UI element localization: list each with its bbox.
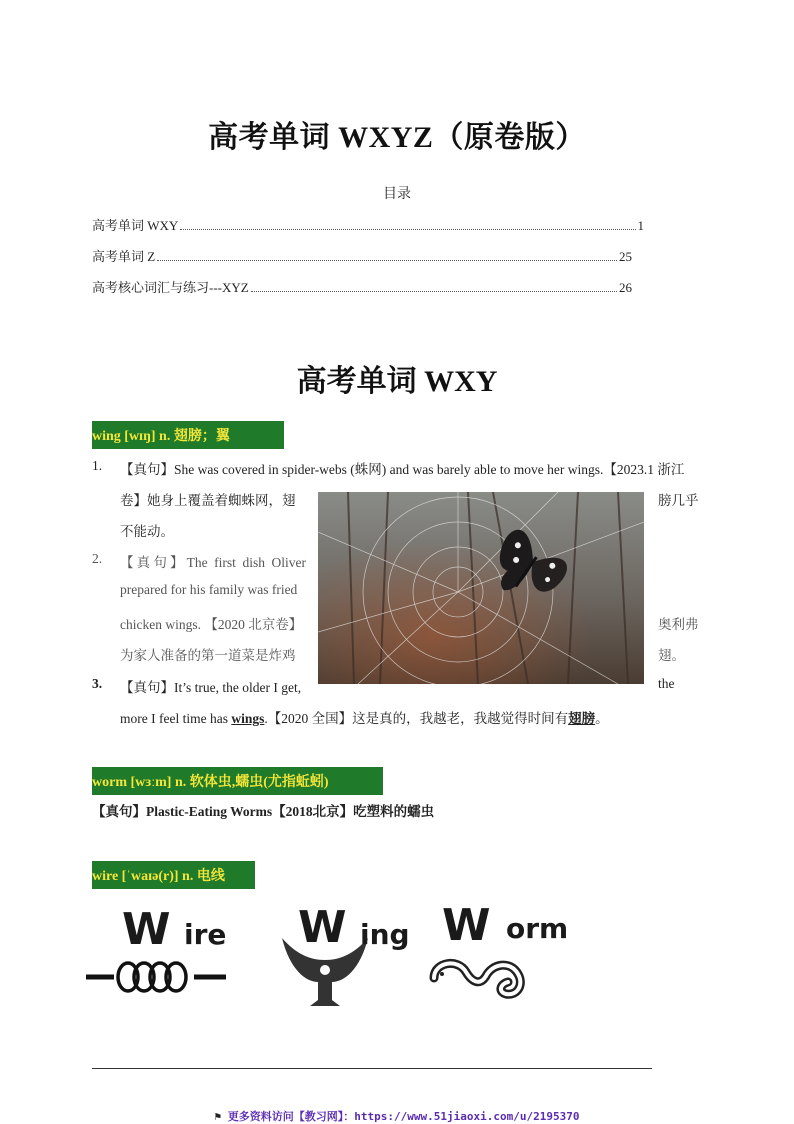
sentence-text: chicken wings. 【2020 北京卷】: [120, 617, 303, 632]
wing-logo: [280, 900, 420, 1010]
logo-letter: W: [442, 900, 491, 951]
toc-entry-page: 1: [637, 218, 644, 233]
underlined-word: 翅膀: [568, 711, 596, 726]
sentence-fragment: .【2020 全国】这是真的，我越老，我越觉得时间有: [264, 711, 569, 726]
toc-leader: [251, 291, 617, 292]
logo-text: orm: [506, 912, 569, 945]
logo-text: ing: [360, 918, 410, 951]
toc-entry-page: 26: [619, 280, 632, 295]
wire-logo: [84, 900, 234, 1000]
sentence-text: 为家人准备的第一道菜是炸鸡: [120, 648, 296, 663]
toc-entry-label: 高考单词 WXY: [92, 218, 179, 233]
logo-letter: W: [122, 904, 171, 955]
coil-icon: [84, 955, 234, 1000]
sentence-text: 奥利弗: [658, 617, 699, 632]
toc-entry-label: 高考单词 Z: [92, 249, 156, 264]
butterfly-web-photo: [318, 492, 644, 684]
sentence-number: 2.: [92, 551, 103, 566]
sentence-number: 1.: [92, 458, 103, 473]
logo-text: ire: [184, 918, 227, 951]
worm-logo: [428, 900, 578, 1005]
sentence-text: 【真句】She was covered in spider-webs (蛛网) and was barely able to move her wings.【2023.1 浙江: [120, 462, 685, 477]
logo-letter: W: [298, 902, 347, 953]
sentence-fragment: more I feel time has: [120, 711, 232, 726]
footer-link[interactable]: [0, 1108, 794, 1124]
sentence-text: 翅。: [658, 648, 685, 663]
section-title: 高考单词 WXY: [296, 365, 498, 398]
sentence-text: 不能动。: [120, 524, 174, 539]
sentence-text: the: [658, 676, 675, 691]
toc-heading: 目录: [383, 187, 411, 202]
butterfly-web-illustration: [318, 492, 644, 684]
footer-text: 更多资料访问【教习网】：https://www.51jiaoxi.com/u/2195370: [227, 1110, 580, 1123]
toc-leader: [180, 229, 635, 230]
word-header-wing: wing [wɪŋ] n. 翅膀；翼: [92, 421, 284, 449]
toc-entry[interactable]: [92, 246, 632, 265]
toc-entry[interactable]: [92, 277, 632, 296]
sentence-text: 【真句】The first dish Oliver: [120, 555, 306, 570]
flag-icon: ⚑: [214, 1110, 228, 1123]
sentence-text: 【真句】It’s true, the older I get,: [120, 680, 302, 695]
sentence-text: 卷】她身上覆盖着蜘蛛网，翅: [120, 493, 296, 508]
sentence-fragment: 。: [595, 711, 609, 726]
sentence-text: prepared for his family was fried: [120, 582, 298, 597]
toc-entry[interactable]: [92, 215, 644, 234]
word-header-wire: wire [ˈwaɪə(r)] n. 电线: [92, 861, 255, 889]
sentence-text: 膀几乎: [658, 493, 699, 508]
worm-sentence: 【真句】Plastic-Eating Worms【2018北京】吃塑料的蠕虫: [92, 804, 435, 819]
footer-divider: [92, 1068, 652, 1069]
toc-entry-label: 高考核心词汇与练习---XYZ: [92, 280, 249, 295]
sentence-number: 3.: [92, 676, 103, 691]
toc-leader: [157, 260, 617, 261]
underlined-word: wings: [231, 711, 265, 726]
worm-icon: [428, 948, 538, 1003]
document-title: 高考单词 WXYZ（原卷版）: [208, 121, 586, 154]
word-header-worm: worm [wɜːm] n. 软体虫,蠕虫(尤指蚯蚓): [92, 767, 383, 795]
sentence-text: [92, 800, 434, 820]
sentence-text: [120, 707, 609, 727]
toc-entry-page: 25: [619, 249, 632, 264]
